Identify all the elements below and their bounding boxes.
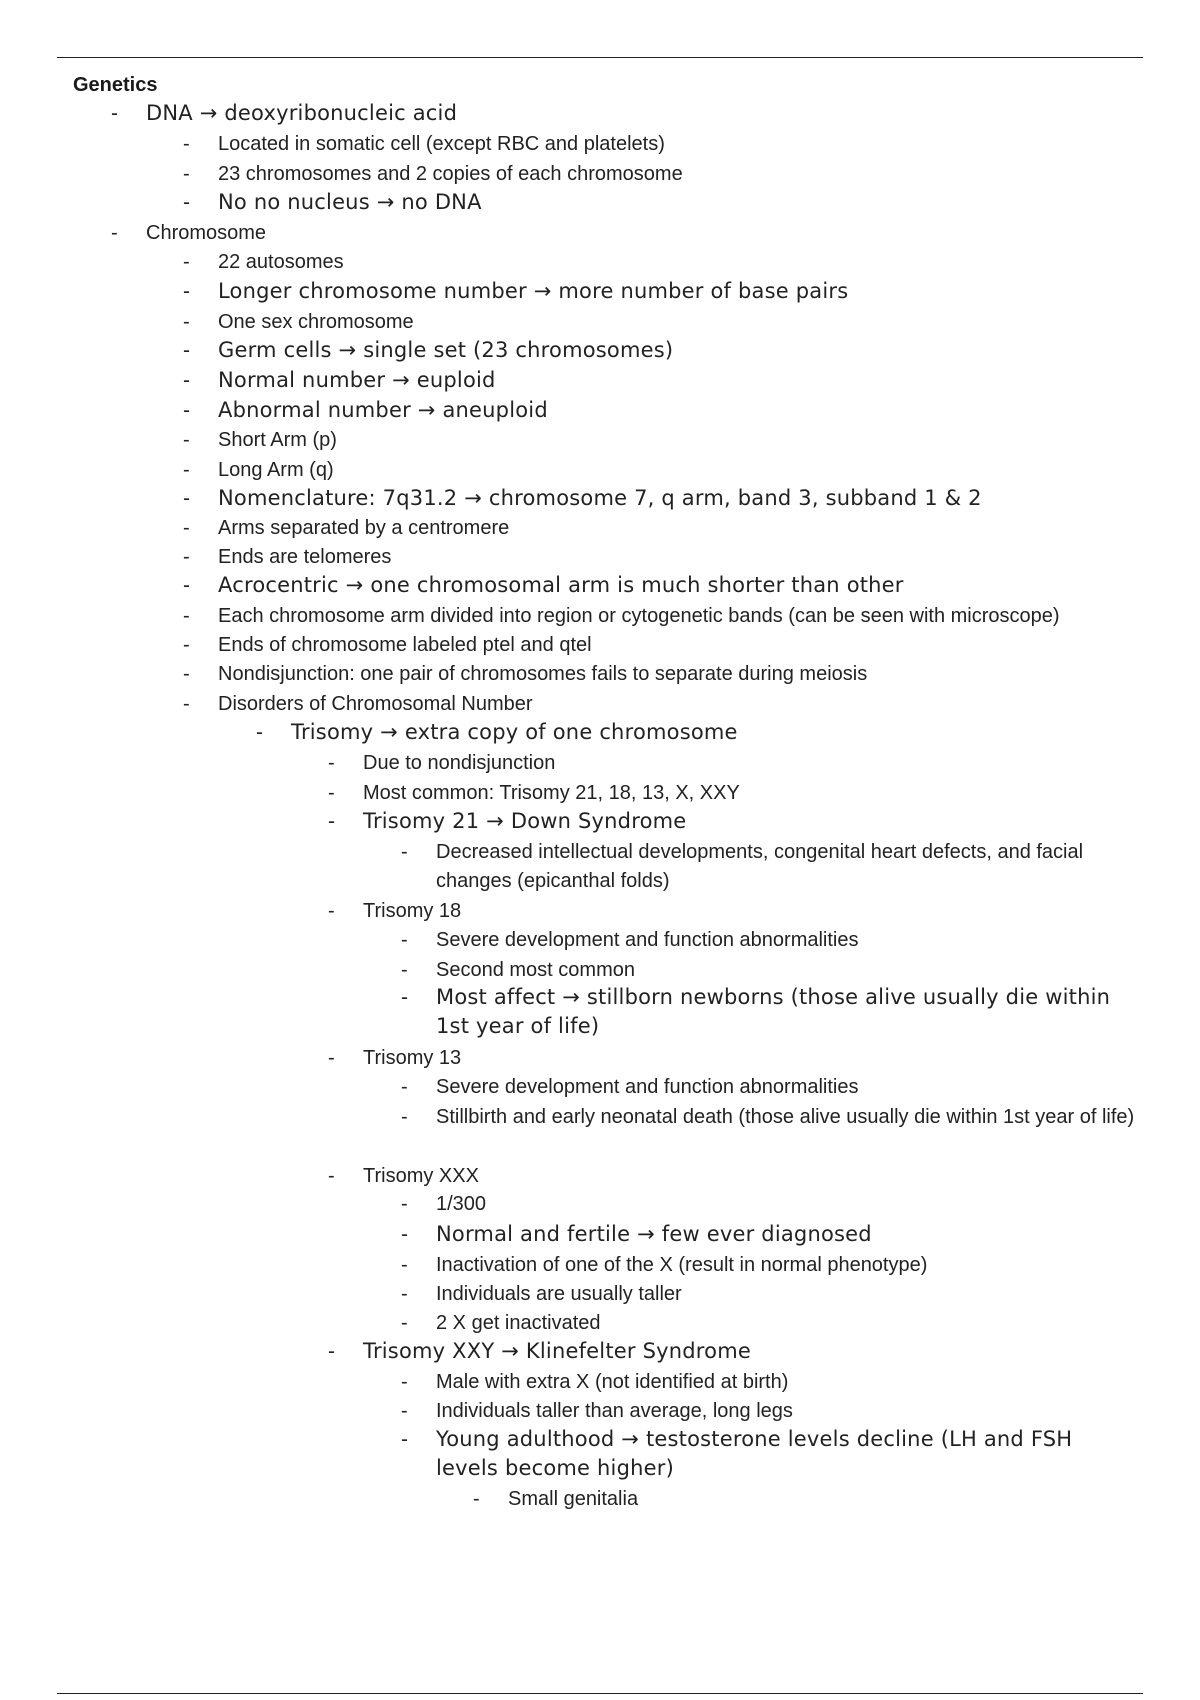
list-item: - Each chromosome arm divided into region or cytogenetic bands (can be seen with microscope)	[183, 605, 1060, 627]
list-item: - Individuals are usually taller	[401, 1283, 682, 1305]
list-item: - Disorders of Chromosomal Number	[183, 693, 533, 715]
list-item: - 1/300	[401, 1193, 487, 1215]
page-title: Genetics	[73, 74, 158, 96]
list-item: - Trisomy 21 → Down Syndrome	[328, 809, 687, 833]
list-item: - Ends are telomeres	[183, 546, 392, 568]
list-item: - Most common: Trisomy 21, 18, 13, X, XXY	[328, 782, 740, 804]
list-item: - Male with extra X (not identified at birth)	[401, 1371, 789, 1393]
list-item: - Located in somatic cell (except RBC and platelets)	[183, 133, 665, 155]
list-item: - Most affect → stillborn newborns (those alive usually die within 1st year of life)	[401, 985, 1111, 1038]
list-item: - Normal number → euploid	[183, 368, 496, 392]
list-item: - Inactivation of one of the X (result in normal phenotype)	[401, 1254, 928, 1276]
list-item: - 2 X get inactivated	[401, 1312, 601, 1334]
list-item: - Trisomy → extra copy of one chromosome	[256, 720, 738, 744]
list-item: - Severe development and function abnormalities	[401, 1076, 859, 1098]
list-item: - Second most common	[401, 959, 635, 981]
list-item: - Decreased intellectual developments, congenital heart defects, and facial changes (epicanthal folds)	[401, 841, 1084, 892]
list-item: - Trisomy 18	[328, 900, 462, 922]
list-item: - Long Arm (q)	[183, 459, 334, 481]
list-item: - No no nucleus → no DNA	[183, 190, 482, 214]
list-item: - Nondisjunction: one pair of chromosomes fails to separate during meiosis	[183, 663, 868, 685]
list-item: - Stillbirth and early neonatal death (those alive usually die within 1st year of life)	[401, 1106, 1135, 1128]
list-item: - Small genitalia	[473, 1488, 639, 1510]
list-item: - 22 autosomes	[183, 251, 344, 273]
list-item: - Germ cells → single set (23 chromosomes)	[183, 338, 674, 362]
list-item: - Chromosome	[111, 222, 267, 244]
list-item: - Severe development and function abnormalities	[401, 929, 859, 951]
list-item: - Acrocentric → one chromosomal arm is much shorter than other	[183, 573, 904, 597]
top-rule	[57, 57, 1143, 58]
list-item: - Nomenclature: 7q31.2 → chromosome 7, q arm, band 3, subband 1 & 2	[183, 486, 982, 510]
list-item: - Trisomy XXY → Klinefelter Syndrome	[328, 1339, 751, 1363]
list-item: - Short Arm (p)	[183, 429, 337, 451]
list-item: - Arms separated by a centromere	[183, 517, 510, 539]
list-item: - Longer chromosome number → more number of base pairs	[183, 279, 849, 303]
list-item: - 23 chromosomes and 2 copies of each chromosome	[183, 163, 683, 185]
list-item: - Abnormal number → aneuploid	[183, 398, 548, 422]
list-item: - Individuals taller than average, long legs	[401, 1400, 793, 1422]
list-item: - Trisomy 13	[328, 1047, 462, 1069]
list-item: - Young adulthood → testosterone levels decline (LH and FSH levels become higher)	[401, 1427, 1073, 1480]
list-item: - Ends of chromosome labeled ptel and qtel	[183, 634, 592, 656]
list-item: - Normal and fertile → few ever diagnosed	[401, 1222, 872, 1246]
list-item: - One sex chromosome	[183, 311, 414, 333]
list-item: - Due to nondisjunction	[328, 752, 556, 774]
list-item: - Trisomy XXX	[328, 1165, 479, 1187]
list-item: - DNA → deoxyribonucleic acid	[111, 101, 458, 125]
bottom-rule	[57, 1693, 1143, 1694]
